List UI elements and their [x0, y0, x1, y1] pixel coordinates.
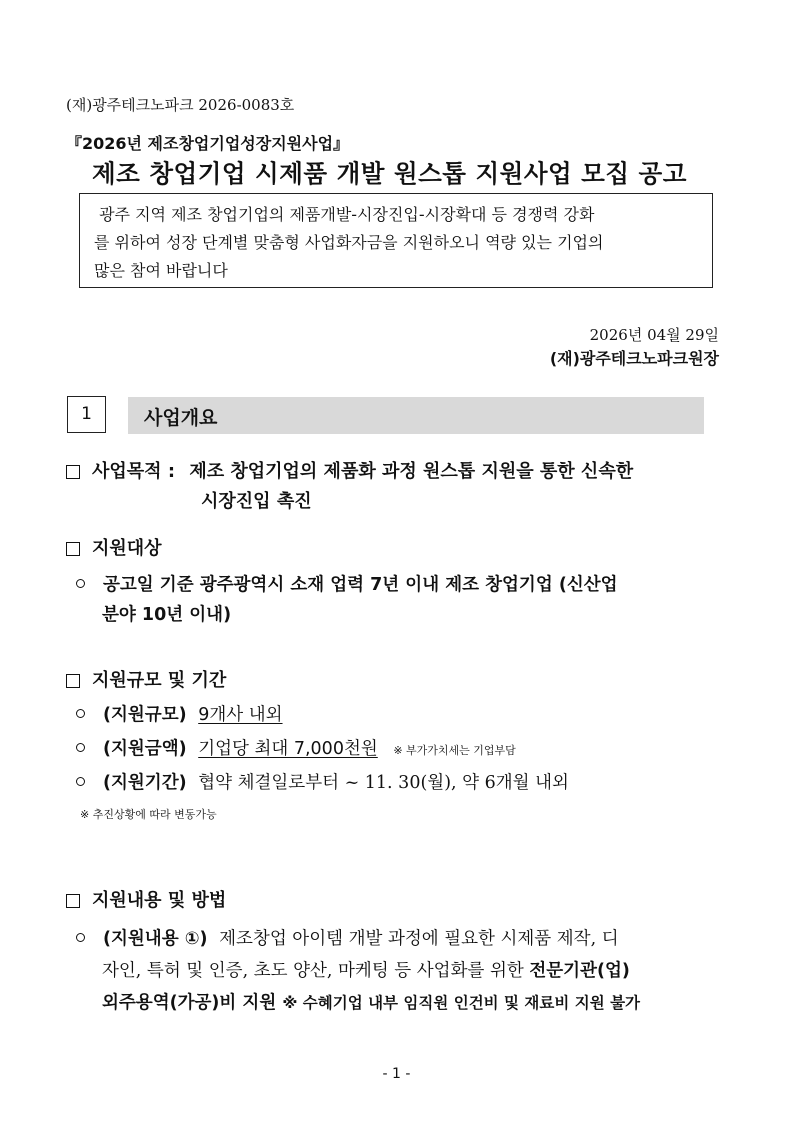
bullet-circle-icon	[76, 579, 85, 588]
scale-heading-row	[66, 666, 226, 692]
scale-item	[76, 769, 569, 794]
content-line-3	[102, 989, 640, 1014]
bullet-circle-icon	[76, 777, 85, 786]
checkbox-square-icon	[66, 465, 80, 479]
purpose-text-2: 시장진입 촉진	[201, 491, 312, 512]
section-header	[128, 397, 704, 434]
page-number: - 1 -	[382, 1066, 411, 1082]
target-text-1: 공고일 기준 광주광역시 소재 업력 7년 이내 제조 창업기업 (신산업	[103, 575, 618, 595]
section-title: 사업개요	[144, 407, 218, 429]
scale-item-value: 기업당 최대 7,000천원	[198, 739, 378, 759]
scale-item	[76, 735, 516, 760]
checkbox-square-icon	[66, 894, 80, 908]
scale-item-value: 협약 체결일로부터 ~ 11. 30(월), 약 6개월 내외	[198, 773, 569, 793]
issuer-name: (재)광주테크노파크원장	[549, 349, 719, 368]
target-heading: 지원대상	[92, 538, 162, 559]
content-text-3: 외주용역(가공)비 지원	[102, 993, 283, 1013]
bullet-circle-icon	[76, 709, 85, 718]
content-notice: ※ 수혜기업 내부 임직원 인건비 및 재료비 지원 불가	[282, 994, 641, 1012]
intro-line-2: 를 위하여 성장 단계별 맞춤형 사업화자금을 지원하오니 역량 있는 기업의	[94, 233, 604, 252]
purpose-label: 사업목적 :	[92, 461, 176, 482]
content-text-2-bold: 전문기관(업)	[529, 961, 630, 981]
intro-box	[79, 193, 713, 288]
purpose-text-1: 제조 창업기업의 제품화 과정 원스톱 지원을 통한 신속한	[189, 461, 634, 482]
scale-item-label: (지원기간)	[103, 773, 187, 793]
scale-footnote: ※ 추진상황에 따라 변동가능	[80, 808, 217, 821]
content-item	[76, 925, 619, 950]
content-label: (지원내용 ①)	[103, 929, 208, 949]
scale-heading: 지원규모 및 기간	[92, 670, 227, 691]
target-item	[76, 571, 618, 596]
bullet-circle-icon	[76, 933, 85, 942]
announcement-date: 2026년 04월 29일	[589, 326, 719, 344]
intro-line-3: 많은 참여 바랍니다	[94, 261, 228, 280]
content-line-2	[102, 957, 630, 982]
scale-item-value: 9개사 내외	[198, 705, 283, 725]
scale-item-label: (지원규모)	[103, 705, 187, 725]
bullet-circle-icon	[76, 743, 85, 752]
content-text-1: 제조창업 아이템 개발 과정에 필요한 시제품 제작, 디	[219, 929, 619, 949]
content-heading-row	[66, 886, 226, 912]
target-heading-row	[66, 534, 162, 560]
purpose-row	[66, 457, 633, 483]
target-text-2: 분야 10년 이내)	[102, 605, 232, 625]
content-heading: 지원내용 및 방법	[92, 890, 227, 911]
document-number: (재)광주테크노파크 2026-0083호	[66, 96, 295, 114]
content-text-2: 자인, 특허 및 인증, 초도 양산, 마케팅 등 사업화를 위한	[102, 961, 530, 981]
scale-item	[76, 701, 283, 726]
program-subtitle: 『2026년 제조창업기업성장지원사업』	[66, 134, 350, 153]
scale-item-label: (지원금액)	[103, 739, 187, 759]
intro-line-1: 광주 지역 제조 창업기업의 제품개발-시장진입-시장확대 등 경쟁력 강화	[99, 205, 595, 224]
scale-item-note: ※ 부가가치세는 기업부담	[393, 744, 516, 757]
checkbox-square-icon	[66, 542, 80, 556]
checkbox-square-icon	[66, 674, 80, 688]
page-title: 제조 창업기업 시제품 개발 원스톱 지원사업 모집 공고	[92, 159, 687, 188]
section-number: 1	[67, 396, 106, 433]
